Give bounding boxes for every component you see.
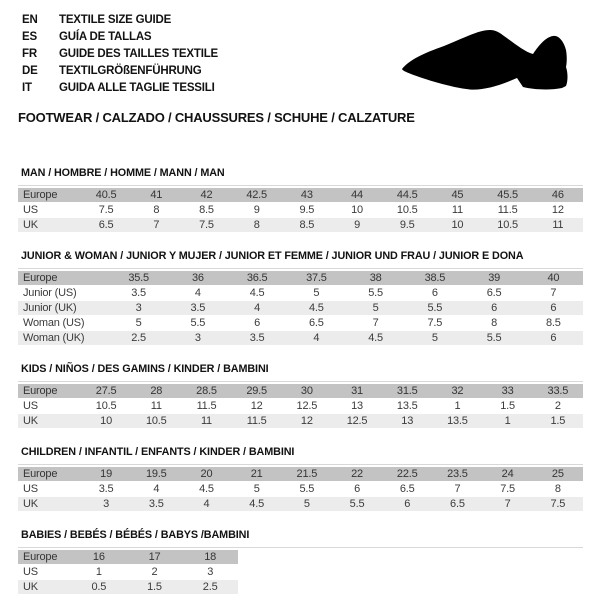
- size-cell: 7: [131, 218, 181, 232]
- size-cell: 44: [332, 188, 382, 202]
- size-cell: 12: [551, 204, 564, 216]
- language-code: DE: [22, 65, 38, 77]
- size-table: [18, 549, 238, 595]
- size-cell: 16: [71, 550, 127, 564]
- size-cell: 36.5: [228, 271, 287, 285]
- size-cell: 22: [332, 467, 382, 481]
- size-cell: 5.5: [405, 301, 464, 315]
- size-cell: 5: [282, 497, 332, 511]
- size-cell: 10: [81, 414, 131, 428]
- size-cell: 4.5: [287, 301, 346, 315]
- size-table-row: [18, 399, 583, 413]
- row-label: Europe: [18, 550, 71, 564]
- section-title: BABIES / BEBÉS / BÉBÉS / BABYS /BAMBINI: [21, 529, 250, 541]
- size-cell: 11: [451, 204, 463, 216]
- size-cell: 13: [351, 400, 363, 412]
- size-cell: 7.5: [181, 218, 231, 232]
- size-cell: 19.5: [131, 467, 181, 481]
- size-table-section: [18, 363, 583, 429]
- language-code: EN: [22, 14, 38, 26]
- size-cell: 12: [282, 414, 332, 428]
- row-label: Europe: [18, 384, 81, 398]
- size-cell: 11: [150, 400, 162, 412]
- size-cell: 3: [109, 301, 168, 315]
- language-row-en: [22, 12, 218, 29]
- size-table: [18, 466, 583, 512]
- size-table-header-row: [18, 188, 583, 202]
- size-cell: 12.5: [332, 414, 382, 428]
- size-cell: 7: [454, 483, 461, 495]
- size-cell: 41: [131, 188, 181, 202]
- size-cell: 11.5: [232, 414, 282, 428]
- size-cell: 33.5: [533, 384, 583, 398]
- size-cell: 21: [232, 467, 282, 481]
- size-table-section: [18, 529, 583, 595]
- size-cell: 3: [168, 331, 227, 345]
- size-cell: 5: [346, 301, 405, 315]
- size-cell: 8: [554, 483, 561, 495]
- size-table: [18, 383, 583, 429]
- size-cell: 17: [127, 550, 183, 564]
- size-cell: 2.5: [182, 580, 238, 594]
- shoe-icon: [396, 26, 576, 96]
- size-cell: 10.5: [483, 218, 533, 232]
- size-cell: 13: [382, 414, 432, 428]
- row-label: Europe: [18, 271, 109, 285]
- size-cell: 8.5: [199, 204, 214, 216]
- size-cell: 44.5: [382, 188, 432, 202]
- size-cell: 3.5: [98, 483, 114, 495]
- section-title: KIDS / NIÑOS / DES GAMINS / KINDER / BAMBINI: [21, 363, 269, 375]
- size-cell: 2: [151, 566, 158, 578]
- size-cell: 8.5: [546, 317, 561, 329]
- size-cell: 8.5: [282, 218, 332, 232]
- size-cell: 0.5: [71, 580, 127, 594]
- size-cell: 32: [432, 384, 482, 398]
- language-title: GUIDA ALLE TAGLIE TESSILI: [59, 82, 215, 94]
- size-cell: 6: [354, 483, 360, 495]
- size-cell: 9: [253, 204, 260, 216]
- row-label: UK: [18, 580, 71, 594]
- row-label: US: [23, 400, 38, 412]
- size-cell: 10: [432, 218, 482, 232]
- language-row-de: [22, 63, 218, 80]
- size-cell: 11.5: [196, 400, 217, 412]
- size-cell: 12: [250, 400, 263, 412]
- size-cell: 6: [524, 301, 583, 315]
- language-code: ES: [22, 31, 37, 43]
- size-table-section: [18, 250, 583, 346]
- size-cell: 25: [533, 467, 583, 481]
- size-table-row: [18, 497, 583, 511]
- size-cell: 42.5: [232, 188, 282, 202]
- size-cell: 5: [253, 483, 260, 495]
- section-title: MAN / HOMBRE / HOMME / MANN / MAN: [21, 167, 225, 179]
- size-cell: 22.5: [382, 467, 432, 481]
- size-cell: 4: [194, 287, 201, 299]
- size-cell: 2: [554, 400, 561, 412]
- size-table-header-row: [18, 271, 583, 285]
- size-cell: 1.5: [533, 414, 583, 428]
- size-table-row: [18, 316, 583, 330]
- size-cell: 4.5: [346, 331, 405, 345]
- size-cell: 13.5: [432, 414, 482, 428]
- size-cell: 5: [405, 331, 464, 345]
- size-cell: 11: [533, 218, 583, 232]
- size-cell: 46: [533, 188, 583, 202]
- size-cell: 4: [228, 301, 287, 315]
- row-label: Europe: [18, 467, 81, 481]
- size-cell: 10: [351, 204, 363, 216]
- size-cell: 7: [483, 497, 533, 511]
- size-cell: 24: [483, 467, 533, 481]
- size-cell: 5.5: [368, 287, 383, 299]
- size-cell: 40: [524, 271, 583, 285]
- size-table-header-row: [18, 550, 238, 564]
- size-cell: 42: [181, 188, 231, 202]
- language-title: GUIDE DES TAILLES TEXTILE: [59, 48, 218, 60]
- size-table-row: [18, 286, 583, 300]
- size-table-row: [18, 580, 238, 594]
- size-cell: 1: [454, 400, 461, 412]
- size-cell: 11.5: [497, 204, 518, 216]
- size-cell: 43: [282, 188, 332, 202]
- row-label: Woman (UK): [18, 331, 109, 345]
- row-label: US: [23, 204, 38, 216]
- size-cell: 33: [483, 384, 533, 398]
- size-table-row: [18, 414, 583, 428]
- size-cell: 36: [168, 271, 227, 285]
- size-cell: 8: [491, 317, 498, 329]
- size-cell: 4: [153, 483, 160, 495]
- size-cell: 7.5: [98, 204, 114, 216]
- size-table-header-row: [18, 467, 583, 481]
- size-cell: 7: [372, 317, 379, 329]
- size-cell: 4: [181, 497, 231, 511]
- size-cell: 5.5: [190, 317, 206, 329]
- language-title: GUÍA DE TALLAS: [59, 31, 152, 43]
- size-cell: 38.5: [405, 271, 464, 285]
- size-cell: 6: [431, 287, 438, 299]
- size-table-row: [18, 331, 583, 345]
- size-cell: 12.5: [296, 400, 318, 412]
- size-table-row: [18, 301, 583, 315]
- size-cell: 5.5: [299, 483, 315, 495]
- language-row-it: [22, 80, 218, 97]
- size-cell: 6: [382, 497, 432, 511]
- size-cell: 20: [181, 467, 231, 481]
- size-cell: 7: [550, 287, 557, 299]
- size-cell: 3: [81, 497, 131, 511]
- size-cell: 7.5: [533, 497, 583, 511]
- size-cell: 23.5: [432, 467, 482, 481]
- size-cell: 7.5: [427, 317, 443, 329]
- size-cell: 37.5: [287, 271, 346, 285]
- size-cell: 9: [332, 218, 382, 232]
- size-cell: 3.5: [228, 331, 287, 345]
- size-cell: 5.5: [465, 331, 524, 345]
- row-label: UK: [18, 414, 81, 428]
- size-cell: 1.5: [127, 580, 183, 594]
- size-cell: 8: [153, 204, 160, 216]
- size-cell: 38: [346, 271, 405, 285]
- size-table: [18, 270, 583, 346]
- size-table-header-row: [18, 384, 583, 398]
- section-title: JUNIOR & WOMAN / JUNIOR Y MUJER / JUNIOR ET FEMME / JUNIOR UND FRAU / JUNIOR E DONA: [21, 250, 524, 262]
- size-table-row: [18, 565, 238, 579]
- size-cell: 13.5: [396, 400, 418, 412]
- row-label: UK: [18, 497, 81, 511]
- size-cell: 5.5: [332, 497, 382, 511]
- row-label: US: [23, 483, 38, 495]
- size-cell: 1: [95, 566, 102, 578]
- size-cell: 35.5: [109, 271, 168, 285]
- language-title: TEXTILGRÖßENFÜHRUNG: [59, 65, 202, 77]
- size-cell: 3: [207, 566, 214, 578]
- size-cell: 31.5: [382, 384, 432, 398]
- size-cell: 4: [287, 331, 346, 345]
- size-cell: 29.5: [232, 384, 282, 398]
- size-cell: 8: [232, 218, 282, 232]
- row-label: US: [23, 566, 38, 578]
- size-cell: 6: [254, 317, 261, 329]
- size-cell: 5: [313, 287, 320, 299]
- size-cell: 3.5: [168, 301, 227, 315]
- size-cell: 4.5: [232, 497, 282, 511]
- size-table-row: [18, 203, 583, 217]
- row-label: Junior (US): [23, 287, 77, 299]
- language-row-es: [22, 29, 218, 46]
- size-cell: 9.5: [299, 204, 315, 216]
- size-cell: 10.5: [95, 400, 117, 412]
- row-label: Junior (UK): [18, 301, 109, 315]
- language-list: [22, 12, 218, 97]
- size-cell: 6.5: [309, 317, 324, 329]
- size-cell: 4.5: [199, 483, 214, 495]
- size-table-row: [18, 482, 583, 496]
- section-title: CHILDREN / INFANTIL / ENFANTS / KINDER / BAMBINI: [21, 446, 295, 458]
- size-cell: 6.5: [81, 218, 131, 232]
- size-cell: 11: [181, 414, 231, 428]
- size-cell: 6.5: [399, 483, 415, 495]
- size-cell: 30: [282, 384, 332, 398]
- size-cell: 6: [465, 301, 524, 315]
- size-cell: 40.5: [81, 188, 131, 202]
- category-title: FOOTWEAR / CALZADO / CHAUSSURES / SCHUHE / CALZATURE: [18, 110, 415, 125]
- language-code: FR: [22, 48, 37, 60]
- size-cell: 10.5: [131, 414, 181, 428]
- size-cell: 4.5: [249, 287, 265, 299]
- size-cell: 3.5: [131, 287, 146, 299]
- size-cell: 21.5: [282, 467, 332, 481]
- size-cell: 1: [483, 414, 533, 428]
- size-cell: 28.5: [181, 384, 231, 398]
- size-cell: 28: [131, 384, 181, 398]
- size-cell: 45.5: [483, 188, 533, 202]
- size-cell: 27.5: [81, 384, 131, 398]
- size-cell: 6: [524, 331, 583, 345]
- size-cell: 7.5: [500, 483, 515, 495]
- size-cell: 39: [465, 271, 524, 285]
- size-cell: 9.5: [382, 218, 432, 232]
- size-tables: [18, 167, 583, 595]
- language-row-fr: [22, 46, 218, 63]
- size-cell: 31: [332, 384, 382, 398]
- size-cell: 3.5: [131, 497, 181, 511]
- size-table-section: [18, 167, 583, 233]
- size-table: [18, 187, 583, 233]
- size-table-row: [18, 218, 583, 232]
- size-cell: 2.5: [109, 331, 168, 345]
- size-cell: 19: [81, 467, 131, 481]
- row-label: UK: [18, 218, 81, 232]
- size-cell: 6.5: [486, 287, 502, 299]
- size-cell: 1.5: [500, 400, 515, 412]
- size-cell: 45: [432, 188, 482, 202]
- size-cell: 10.5: [396, 204, 418, 216]
- size-table-section: [18, 446, 583, 512]
- size-cell: 18: [182, 550, 238, 564]
- language-title: TEXTILE SIZE GUIDE: [59, 14, 172, 26]
- size-cell: 5: [135, 317, 142, 329]
- size-cell: 6.5: [432, 497, 482, 511]
- language-code: IT: [22, 82, 32, 94]
- row-label: Europe: [18, 188, 81, 202]
- row-label: Woman (US): [23, 317, 85, 329]
